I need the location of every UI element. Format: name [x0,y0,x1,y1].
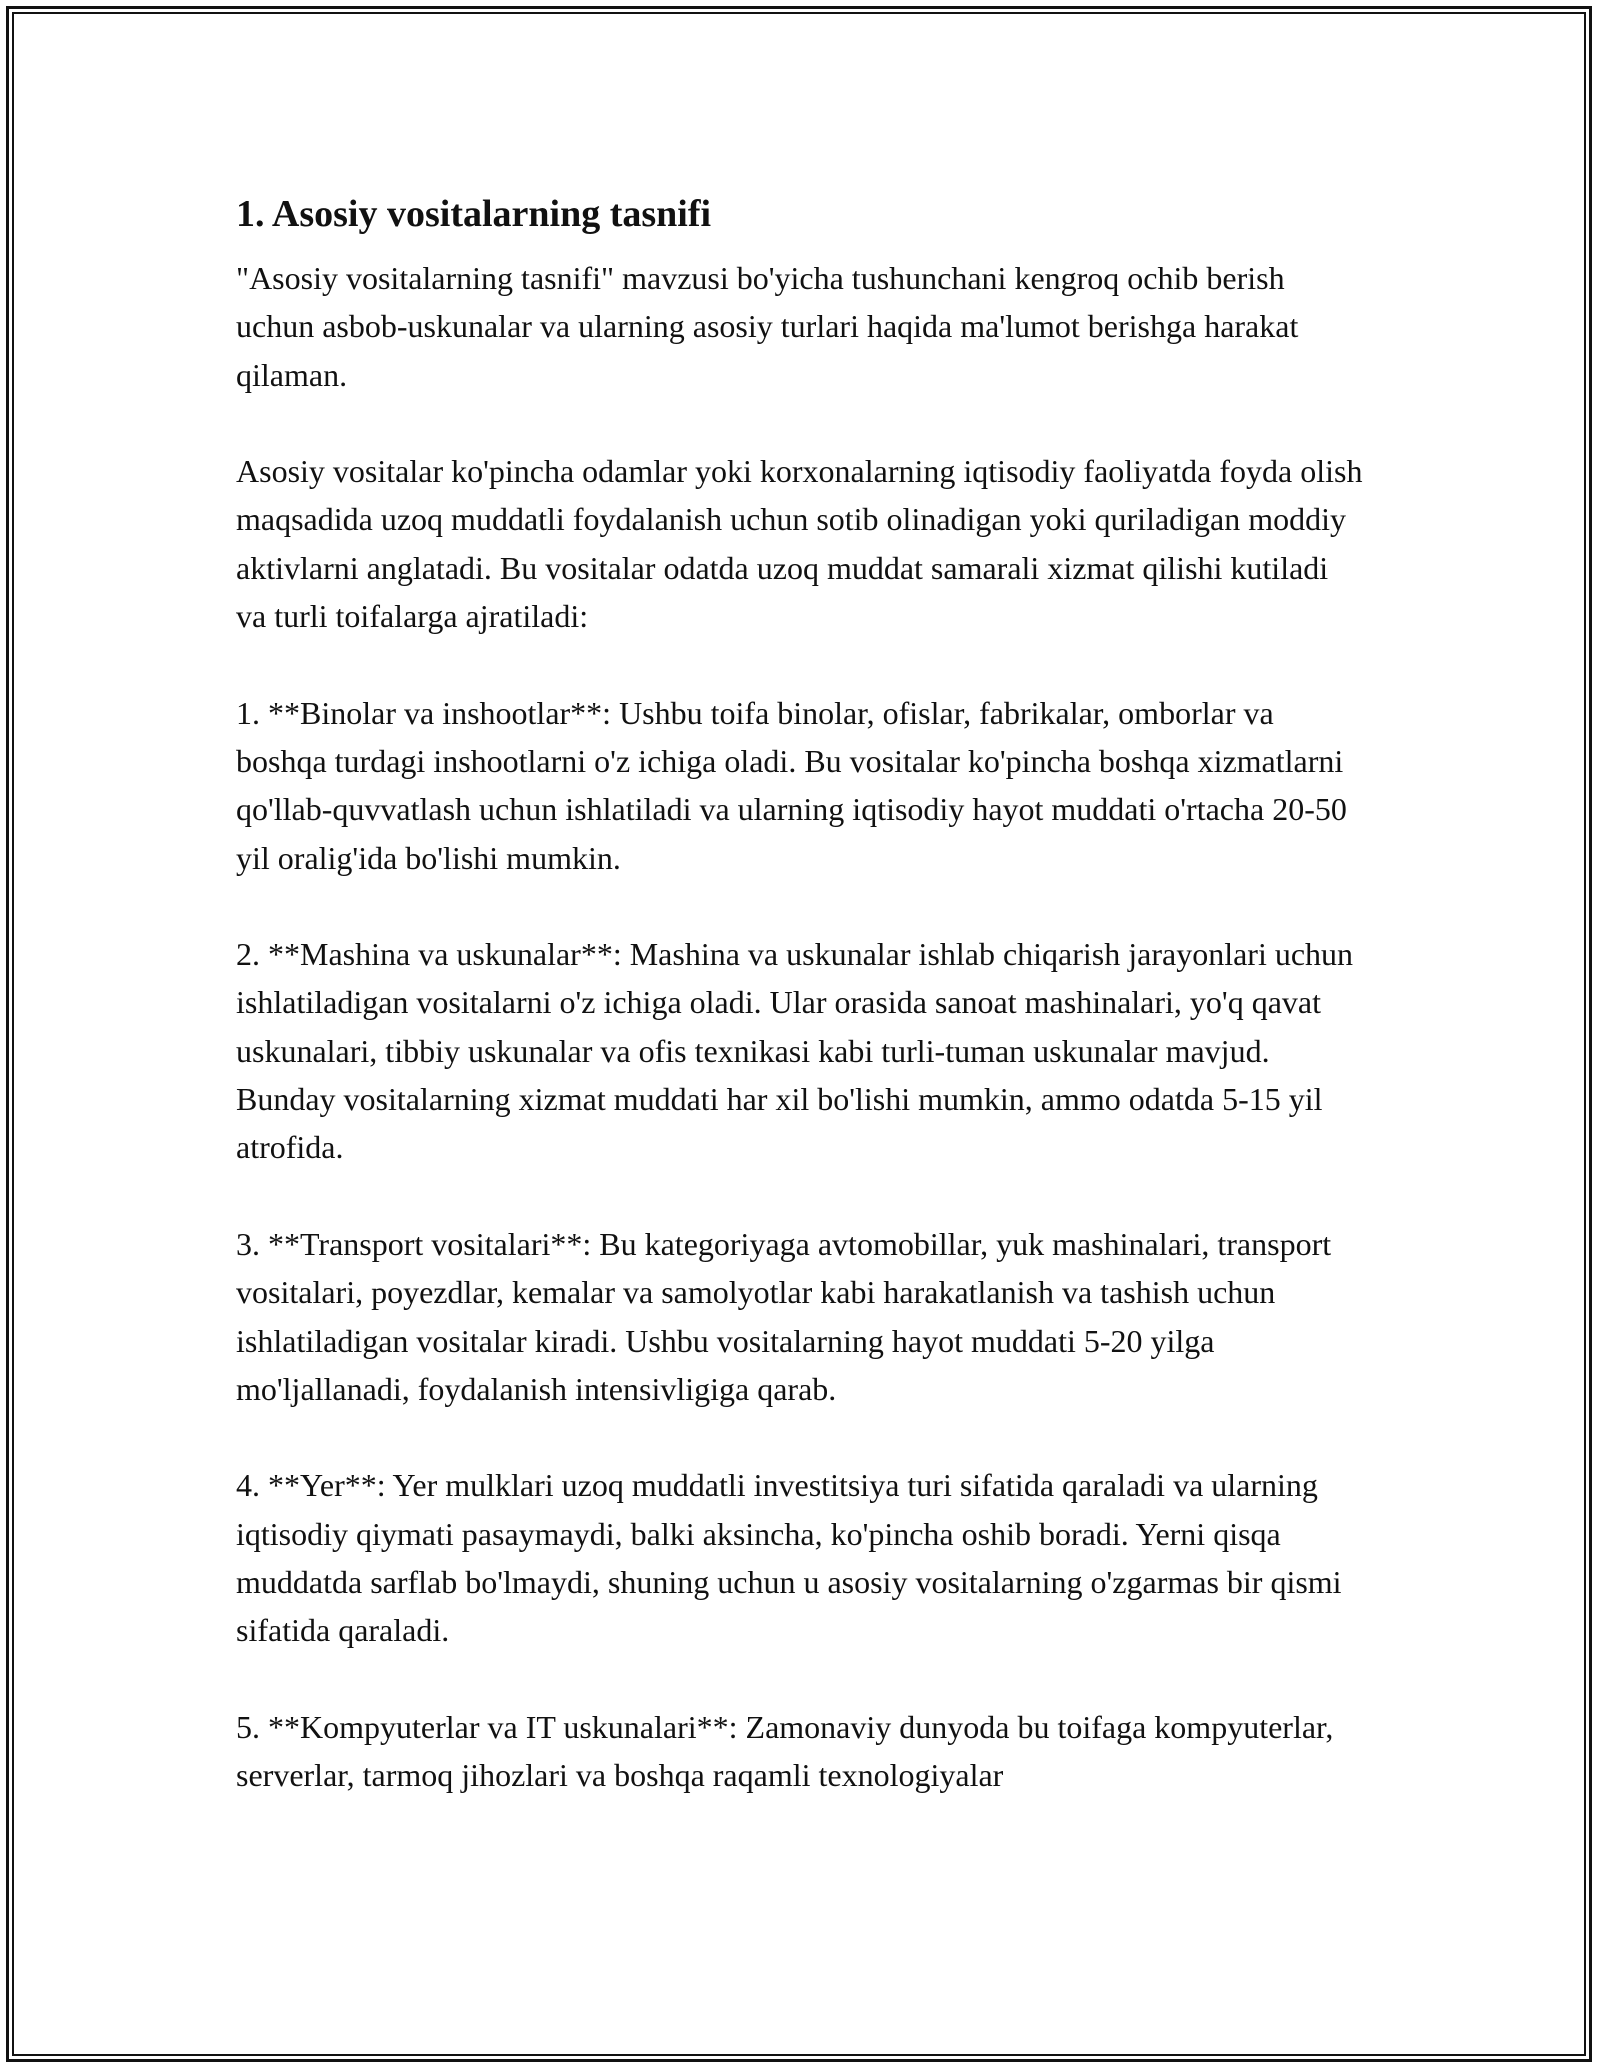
definition-paragraph: Asosiy vositalar ko'pincha odamlar yoki korxonalarning iqtisodiy faoliyatda foyda olish maqsadida uzoq muddatli foydalanish uchun sotib olinadigan yoki quriladigan moddiy aktivlarni anglatadi. Bu vositalar odatda uzoq muddat samarali xizmat qilishi kutiladi va turli toifalarga ajratiladi: [236,453,1363,635]
list-item-land: 4. **Yer**: Yer mulklari uzoq muddatli investitsiya turi sifatida qaraladi va ularning iqtisodiy qiymati pasaymaydi, balki aksincha, ko'pincha oshib boradi. Yerni qisqa muddatda sarflab bo'lmaydi, shuning uchun u asosiy vositalarning o'zgarmas bir qismi sifatida qaraladi. [236,1467,1342,1649]
list-item-machinery: 2. **Mashina va uskunalar**: Mashina va uskunalar ishlab chiqarish jarayonlari uchun ishlatiladigan vositalarni o'z ichiga oladi. Ular orasida sanoat mashinalari, yo'q qavat uskunalari, tibbiy uskunalar va ofis texnikasi kabi turli-tuman uskunalar mavjud. Bunday vositalarning xizmat muddati har xil bo'lishi mumkin, ammo odatda 5-15 yil atrofida. [236,936,1354,1166]
intro-paragraph: "Asosiy vositalarning tasnifi" mavzusi bo'yicha tushunchani kengroq ochib berish uchun asbob-uskunalar va ularning asosiy turlari haqida ma'lumot berishga harakat qilaman. [236,260,1299,393]
document-title: 1. Asosiy vositalarning tasnifi [236,193,712,235]
document-body [236,186,1366,1848]
list-item-buildings: 1. **Binolar va inshootlar**: Ushbu toifa binolar, ofislar, fabrikalar, omborlar va boshqa turdagi inshootlarni o'z ichiga oladi. Bu vositalar ko'pincha boshqa xizmatlarni qo'llab-quvvatlash uchun ishlatiladi va ularning iqtisodiy hayot muddati o'rtacha 20-50 yil oralig'ida bo'lishi mumkin. [236,694,1347,876]
list-item-computers: 5. **Kompyuterlar va IT uskunalari**: Zamonaviy dunyoda bu toifaga kompyuterlar, serverlar, tarmoq jihozlari va boshqa raqamli texnologiyalar [236,1708,1334,1794]
list-item-transport: 3. **Transport vositalari**: Bu kategoriyaga avtomobillar, yuk mashinalari, transport vositalari, poyezdlar, kemalar va samolyotlar kabi harakatlanish va tashish uchun ishlatiladigan vositalar kiradi. Ushbu vositalarning hayot muddati 5-20 yilga mo'ljallanadi, foydalanish intensivligiga qarab. [236,1225,1332,1407]
